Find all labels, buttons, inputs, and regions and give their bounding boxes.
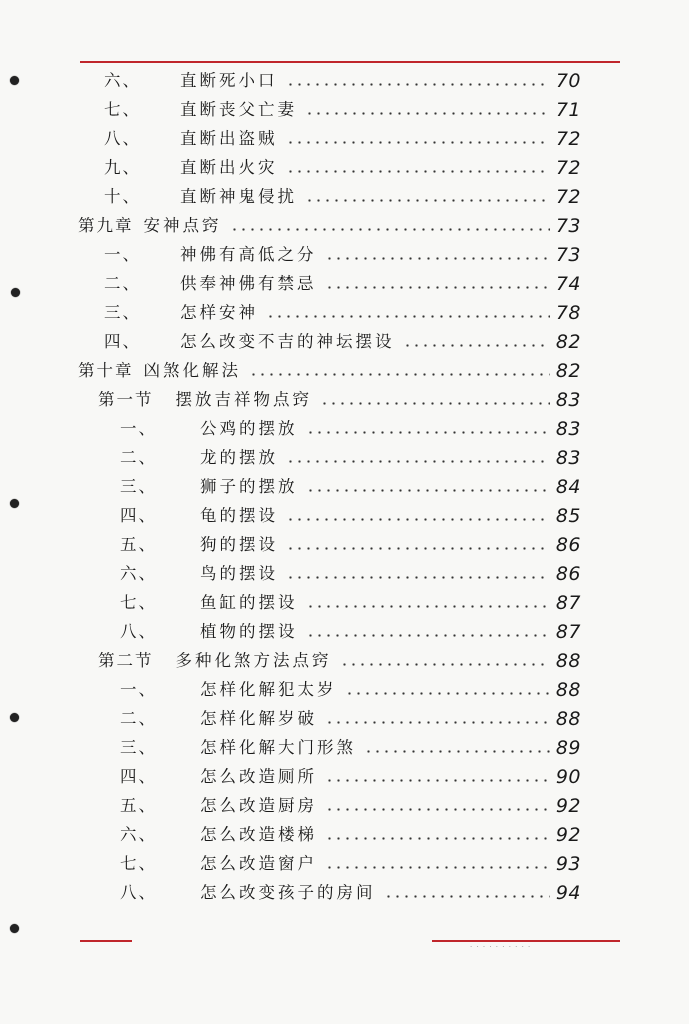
toc-section[interactable]: [98, 385, 581, 411]
toc-entry-number: 二、: [120, 709, 157, 728]
toc-entry[interactable]: [120, 617, 581, 643]
toc-entry-page: 70: [555, 70, 581, 92]
dot-leader: [345, 692, 550, 695]
toc-entry-number: 一、: [120, 680, 157, 699]
toc-section-title: 多种化煞方法点窍: [175, 651, 332, 670]
dot-leader: [286, 83, 550, 86]
dot-leader: [286, 460, 550, 463]
dot-leader: [286, 518, 550, 521]
toc-entry-number: 三、: [120, 738, 157, 757]
toc-entry[interactable]: [120, 501, 581, 527]
toc-entry[interactable]: [120, 762, 581, 788]
dot-leader: [286, 141, 550, 144]
toc-entry[interactable]: [104, 327, 581, 353]
toc-entry-title: 怎样化解犯太岁: [200, 680, 337, 699]
dot-leader: [306, 605, 550, 608]
toc-entry-title: 怎么改造厨房: [200, 796, 317, 815]
toc-entry-page: 88: [555, 650, 581, 672]
toc-entry-page: 74: [555, 273, 581, 295]
toc-entry-page: 86: [555, 563, 581, 585]
dot-leader: [325, 286, 550, 289]
toc-entry-page: 82: [555, 331, 581, 353]
toc-entry-page: 72: [555, 186, 581, 208]
toc-entry-number: 四、: [104, 332, 141, 351]
dot-leader: [325, 257, 550, 260]
dot-leader: [325, 808, 550, 811]
toc-entry-number: 四、: [120, 506, 157, 525]
toc-entry-title: 怎样化解岁破: [200, 709, 317, 728]
toc-entry-number: 七、: [120, 593, 157, 612]
toc-section[interactable]: [98, 646, 581, 672]
toc-entry-title: 公鸡的摆放: [200, 419, 298, 438]
toc-section-number: 第二节: [98, 651, 154, 670]
toc-entry-title: 怎样化解大门形煞: [200, 738, 356, 757]
toc-entry[interactable]: [104, 95, 581, 121]
toc-entry[interactable]: [120, 414, 581, 440]
toc-entry-number: 七、: [120, 854, 157, 873]
toc-entry-number: 三、: [104, 303, 141, 322]
toc-entry-page: 93: [555, 853, 581, 875]
toc-entry[interactable]: [120, 588, 581, 614]
toc-entry-page: 90: [555, 766, 581, 788]
toc-entry-page: 73: [555, 244, 581, 266]
dot-leader: [340, 663, 550, 666]
toc-entry-page: 84: [555, 476, 581, 498]
toc-entry[interactable]: [120, 443, 581, 469]
toc-entry-title: 植物的摆设: [200, 622, 298, 641]
toc-chapter-number: 第十章: [78, 361, 134, 380]
toc-entry-title: 直断死小口: [180, 71, 278, 90]
toc-entry-page: 88: [555, 708, 581, 730]
toc-entry[interactable]: [120, 878, 581, 904]
toc-entry[interactable]: [104, 182, 581, 208]
dot-leader: [286, 547, 550, 550]
dot-leader: [320, 402, 550, 405]
toc-entry[interactable]: [104, 153, 581, 179]
toc-entry-title: 怎么改变孩子的房间: [200, 883, 376, 902]
toc-entry-number: 八、: [120, 622, 157, 641]
toc-entry[interactable]: [120, 791, 581, 817]
toc-chapter-number: 第九章: [78, 216, 134, 235]
dot-leader: [325, 779, 550, 782]
toc-entry-title: 怎么改造楼梯: [200, 825, 317, 844]
toc-entry-number: 十、: [104, 187, 141, 206]
toc-entry-number: 五、: [120, 796, 157, 815]
toc-entry-title: 龟的摆设: [200, 506, 278, 525]
toc-entry-number: 六、: [120, 825, 157, 844]
toc-entry-number: 五、: [120, 535, 157, 554]
toc-entry-number: 六、: [104, 71, 141, 90]
toc-entry-page: 83: [555, 389, 581, 411]
toc-entry-page: 87: [555, 592, 581, 614]
toc-entry-page: 94: [555, 882, 581, 904]
dot-leader: [325, 866, 550, 869]
toc-chapter-title: 凶煞化解法: [143, 361, 241, 380]
toc-entry-number: 九、: [104, 158, 141, 177]
dot-leader: [286, 170, 550, 173]
toc-entry-title: 龙的摆放: [200, 448, 278, 467]
toc-entry[interactable]: [120, 530, 581, 556]
toc-entry-number: 一、: [104, 245, 141, 264]
toc-entry-number: 八、: [120, 883, 157, 902]
toc-entry[interactable]: [120, 559, 581, 585]
dot-leader: [325, 721, 550, 724]
toc-entry-title: 直断出盗贼: [180, 129, 278, 148]
dot-leader: [306, 489, 550, 492]
toc-entry-number: 八、: [104, 129, 141, 148]
toc-entry-number: 七、: [104, 100, 141, 119]
toc-entry[interactable]: [120, 733, 581, 759]
dot-leader: [305, 112, 550, 115]
toc-entry[interactable]: [104, 269, 581, 295]
toc-chapter[interactable]: [78, 356, 581, 382]
toc-entry-title: 供奉神佛有禁忌: [180, 274, 317, 293]
dot-leader: [306, 431, 550, 434]
toc-entry-number: 三、: [120, 477, 157, 496]
dot-leader: [305, 199, 550, 202]
toc-section-title: 摆放吉祥物点窍: [175, 390, 312, 409]
toc-entry[interactable]: [104, 298, 581, 324]
toc-entry-title: 鸟的摆设: [200, 564, 278, 583]
toc-entry-title: 直断丧父亡妻: [180, 100, 297, 119]
toc-entry-title: 直断出火灾: [180, 158, 278, 177]
dot-leader: [266, 315, 550, 318]
toc-chapter[interactable]: [78, 211, 581, 237]
dot-leader: [230, 228, 550, 231]
dot-leader: [249, 373, 550, 376]
dot-leader: [403, 344, 550, 347]
toc-entry-page: 72: [555, 128, 581, 150]
footer-text: · · · · · · · · · ·: [470, 943, 532, 951]
toc-entry-number: 六、: [120, 564, 157, 583]
toc-entry-page: 71: [555, 99, 581, 121]
toc-entry-page: 72: [555, 157, 581, 179]
toc-entry-title: 鱼缸的摆设: [200, 593, 298, 612]
footer-rule-right: [432, 940, 620, 942]
toc-entry-page: 83: [555, 418, 581, 440]
toc-entry[interactable]: [104, 124, 581, 150]
toc-entry-page: 85: [555, 505, 581, 527]
toc-entry-page: 92: [555, 795, 581, 817]
toc-entry-title: 怎么改造窗户: [200, 854, 317, 873]
toc-entry-number: 四、: [120, 767, 157, 786]
toc-chapter-title: 安神点窍: [143, 216, 222, 235]
toc-entry-title: 神佛有高低之分: [180, 245, 317, 264]
toc-section-number: 第一节: [98, 390, 154, 409]
toc-entry-page: 82: [555, 360, 581, 382]
toc-entry-page: 83: [555, 447, 581, 469]
toc-entry-title: 怎么改变不吉的神坛摆设: [180, 332, 395, 351]
dot-leader: [286, 576, 550, 579]
toc-entry-title: 狗的摆设: [200, 535, 278, 554]
toc-entry[interactable]: [104, 240, 581, 266]
toc-entry-page: 78: [555, 302, 581, 324]
toc-entry-page: 87: [555, 621, 581, 643]
dot-leader: [364, 750, 550, 753]
toc-entry-title: 怎样安神: [180, 303, 258, 322]
toc-entry-title: 直断神鬼侵扰: [180, 187, 297, 206]
toc-entry[interactable]: [120, 472, 581, 498]
toc-entry-page: 86: [555, 534, 581, 556]
toc-entry-page: 89: [555, 737, 581, 759]
toc-entry[interactable]: [104, 66, 581, 92]
toc-entry-number: 二、: [104, 274, 141, 293]
footer-rule-left: [80, 940, 132, 942]
toc-entry-number: 二、: [120, 448, 157, 467]
toc-entry-number: 一、: [120, 419, 157, 438]
toc-entry-title: 狮子的摆放: [200, 477, 298, 496]
toc-entry-page: 88: [555, 679, 581, 701]
dot-leader: [306, 634, 550, 637]
toc-entry[interactable]: [120, 675, 581, 701]
toc-entry[interactable]: [120, 704, 581, 730]
toc-entry-title: 怎么改造厕所: [200, 767, 317, 786]
toc-entry-page: 92: [555, 824, 581, 846]
toc-entry[interactable]: [120, 820, 581, 846]
toc-entry-page: 73: [555, 215, 581, 237]
dot-leader: [384, 895, 550, 898]
dot-leader: [325, 837, 550, 840]
toc-entry[interactable]: [120, 849, 581, 875]
